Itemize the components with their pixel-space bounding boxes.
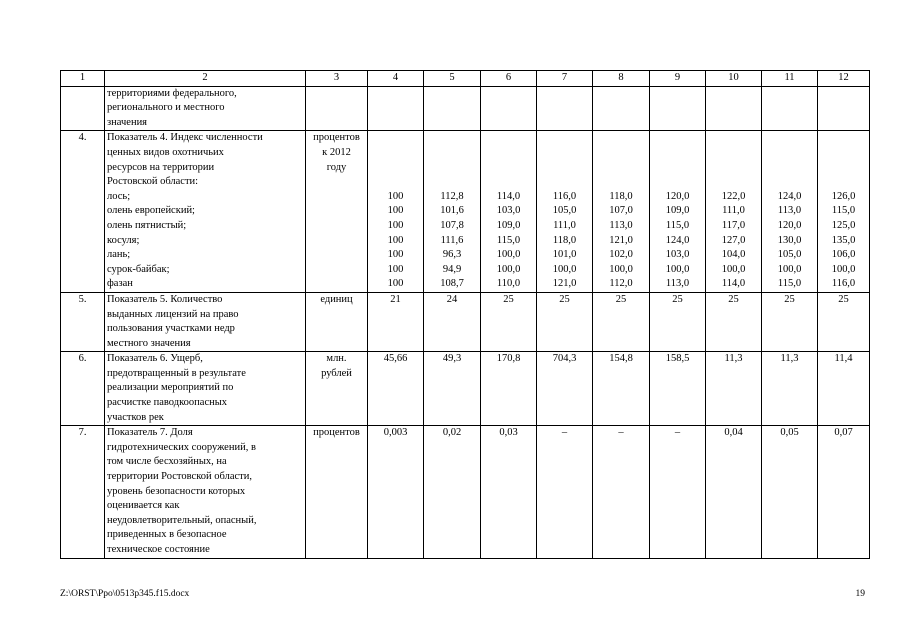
unit-cell: [306, 292, 368, 351]
value: 100,0: [721, 263, 746, 275]
value: 111,6: [440, 234, 464, 246]
value-cell: 11,3: [706, 352, 762, 426]
species-label: лось;: [107, 190, 131, 202]
value: 106,0: [831, 249, 856, 261]
indicator-title: [105, 131, 306, 293]
title-line: выданных лицензий на право: [107, 308, 239, 320]
value: 113,0: [609, 219, 633, 231]
value: 120,0: [665, 190, 690, 202]
unit-cell: [306, 426, 368, 558]
value: 109,0: [665, 205, 690, 217]
value: 124,0: [777, 190, 802, 202]
title-line: участков рек: [107, 411, 164, 423]
value-cell: 154,8: [593, 352, 650, 426]
species-label: фазан: [107, 278, 133, 290]
column-number: 3: [306, 71, 368, 87]
value: 121,0: [609, 234, 633, 246]
value-cell: 25: [481, 292, 537, 351]
value: 107,8: [440, 219, 464, 231]
value-cell: –: [650, 426, 706, 558]
value-cell: 21: [368, 292, 424, 351]
value: 104,0: [721, 249, 746, 261]
value: 113,0: [665, 278, 690, 290]
column-number: 4: [368, 71, 424, 87]
species-label: лань;: [107, 249, 131, 261]
column-number: 5: [424, 71, 481, 87]
value: 124,0: [665, 234, 690, 246]
table-row: [61, 292, 870, 351]
value-cell: [706, 131, 762, 293]
value-cell: 0,04: [706, 426, 762, 558]
row-number: [61, 86, 105, 131]
indicator-title: [105, 292, 306, 351]
value: 94,9: [442, 263, 462, 275]
unit-cell: [306, 352, 368, 426]
empty-cell: [762, 86, 818, 131]
empty-cell: [306, 86, 368, 131]
empty-cell: [537, 86, 593, 131]
species-label: олень европейский;: [107, 205, 195, 217]
value-cell: 0,02: [424, 426, 481, 558]
value: 114,0: [496, 190, 521, 202]
value-cell: 704,3: [537, 352, 593, 426]
unit-line: году: [326, 161, 347, 173]
title-line: пользования участками недр: [107, 323, 235, 335]
empty-cell: [706, 86, 762, 131]
value-cell: 0,07: [818, 426, 870, 558]
value: 105,0: [777, 249, 802, 261]
empty-cell: [593, 86, 650, 131]
column-number: 1: [61, 71, 105, 87]
value-cell: [762, 131, 818, 293]
title-line: уровень безопасности которых: [107, 485, 246, 497]
column-number: 7: [537, 71, 593, 87]
table-row: [61, 426, 870, 558]
empty-cell: [368, 86, 424, 131]
title-line: расчистке паводкоопасных: [107, 397, 228, 409]
row-number: 7.: [61, 426, 105, 558]
file-path: Z:\ORST\Ppo\0513p345.f15.docx: [60, 589, 190, 599]
value: 100: [387, 234, 404, 246]
indicator-title: [105, 86, 306, 131]
value: 116,0: [552, 190, 577, 202]
value: 107,0: [609, 205, 633, 217]
value: 116,0: [831, 278, 856, 290]
value: 100,0: [496, 249, 521, 261]
title-line: предотвращенный в результате: [107, 367, 246, 379]
empty-cell: [481, 86, 537, 131]
value: 100,0: [496, 263, 521, 275]
value-cell: 25: [537, 292, 593, 351]
value: 126,0: [831, 190, 856, 202]
value: 111,0: [722, 205, 745, 217]
title-line: местного значения: [107, 337, 191, 349]
value: 100: [387, 190, 404, 202]
value-cell: [537, 131, 593, 293]
empty-cell: [818, 86, 870, 131]
column-number: 2: [105, 71, 306, 87]
indicator-title: [105, 352, 306, 426]
value: 100: [387, 205, 404, 217]
value: 130,0: [777, 234, 802, 246]
row-number: 4.: [61, 131, 105, 293]
value: 115,0: [496, 234, 521, 246]
value: 114,0: [721, 278, 746, 290]
title-line: приведенных в безопасное: [107, 529, 227, 541]
title-line: неудовлетворительный, опасный,: [107, 514, 257, 526]
table-row: [61, 352, 870, 426]
species-label: сурок-байбак;: [107, 263, 170, 275]
column-number: 12: [818, 71, 870, 87]
column-number: 8: [593, 71, 650, 87]
value: 125,0: [831, 219, 856, 231]
title-line: территориями федерального,: [107, 87, 237, 99]
value-cell: –: [537, 426, 593, 558]
value-cell: 49,3: [424, 352, 481, 426]
column-number: 11: [762, 71, 818, 87]
unit-line: к 2012: [322, 146, 351, 158]
value: 103,0: [665, 249, 690, 261]
value-cell: 11,4: [818, 352, 870, 426]
value-cell: 24: [424, 292, 481, 351]
table-row: [61, 86, 870, 131]
value: 102,0: [609, 249, 633, 261]
title-line: гидротехнических сооружений, в: [107, 441, 256, 453]
value-cell: 25: [818, 292, 870, 351]
value: 100,0: [552, 263, 577, 275]
value: 110,0: [496, 278, 521, 290]
unit-line: процентов: [313, 427, 360, 439]
header-row: [61, 71, 870, 87]
value: 100: [387, 278, 404, 290]
title-line: техническое состояние: [107, 544, 210, 556]
value-cell: 45,66: [368, 352, 424, 426]
value: 96,3: [442, 249, 462, 261]
page-number: 19: [855, 589, 865, 599]
value-cell: [368, 131, 424, 293]
value: 113,0: [777, 205, 802, 217]
value: 101,0: [552, 249, 577, 261]
value: 121,0: [552, 278, 577, 290]
column-number: 9: [650, 71, 706, 87]
value: 100,0: [609, 263, 633, 275]
value-cell: 11,3: [762, 352, 818, 426]
unit-line: единиц: [320, 293, 353, 305]
value: 100,0: [831, 263, 856, 275]
title-line: реализации мероприятий по: [107, 382, 234, 394]
title-line: ресурсов на территории: [107, 161, 215, 173]
value: 118,0: [552, 234, 577, 246]
value: 122,0: [721, 190, 746, 202]
value: 103,0: [496, 205, 521, 217]
value: 112,8: [440, 190, 464, 202]
title-line: Показатель 4. Индекс численности: [107, 132, 263, 144]
value: 115,0: [665, 219, 690, 231]
value-cell: 25: [706, 292, 762, 351]
title-line: оценивается как: [107, 500, 180, 512]
value-cell: 25: [650, 292, 706, 351]
value-cell: [650, 131, 706, 293]
value-cell: –: [593, 426, 650, 558]
value: 118,0: [609, 190, 633, 202]
value-cell: 0,003: [368, 426, 424, 558]
value: 112,0: [609, 278, 633, 290]
value-cell: 158,5: [650, 352, 706, 426]
value-cell: 170,8: [481, 352, 537, 426]
table-row: [61, 131, 870, 293]
column-number: 10: [706, 71, 762, 87]
value: 105,0: [552, 205, 577, 217]
value: 127,0: [721, 234, 746, 246]
value: 100: [387, 219, 404, 231]
value: 117,0: [721, 219, 746, 231]
value-cell: 0,03: [481, 426, 537, 558]
value-cell: [424, 131, 481, 293]
unit-line: млн.: [326, 353, 347, 365]
value: 135,0: [831, 234, 856, 246]
value: 109,0: [496, 219, 521, 231]
title-line: Показатель 6. Ущерб,: [107, 353, 203, 365]
unit-line: рублей: [321, 367, 352, 379]
empty-cell: [650, 86, 706, 131]
title-line: регионального и местного: [107, 102, 225, 114]
value: 100,0: [777, 263, 802, 275]
title-line: ценных видов охотничьих: [107, 146, 224, 158]
value-cell: [481, 131, 537, 293]
value: 100: [387, 263, 404, 275]
value: 120,0: [777, 219, 802, 231]
indicators-table: [60, 70, 870, 559]
value: 115,0: [777, 278, 802, 290]
value: 100,0: [665, 263, 690, 275]
species-label: косуля;: [107, 234, 140, 246]
unit-line: процентов: [313, 132, 360, 144]
title-line: Показатель 7. Доля: [107, 427, 193, 439]
title-line: значения: [107, 116, 148, 128]
value-cell: 25: [593, 292, 650, 351]
value-cell: 25: [762, 292, 818, 351]
value: 108,7: [440, 278, 464, 290]
row-number: 5.: [61, 292, 105, 351]
value-cell: [593, 131, 650, 293]
title-line: территории Ростовской области,: [107, 471, 252, 483]
value-cell: [818, 131, 870, 293]
species-label: олень пятнистый;: [107, 219, 187, 231]
title-line: Ростовской области:: [107, 176, 199, 188]
column-number: 6: [481, 71, 537, 87]
title-line: том числе бесхозяйных, на: [107, 456, 227, 468]
empty-cell: [424, 86, 481, 131]
value: 101,6: [440, 205, 464, 217]
value: 111,0: [553, 219, 576, 231]
indicator-title: [105, 426, 306, 558]
value: 100: [387, 249, 404, 261]
title-line: Показатель 5. Количество: [107, 293, 223, 305]
row-number: 6.: [61, 352, 105, 426]
value: 115,0: [831, 205, 856, 217]
value-cell: 0,05: [762, 426, 818, 558]
unit-cell: [306, 131, 368, 293]
